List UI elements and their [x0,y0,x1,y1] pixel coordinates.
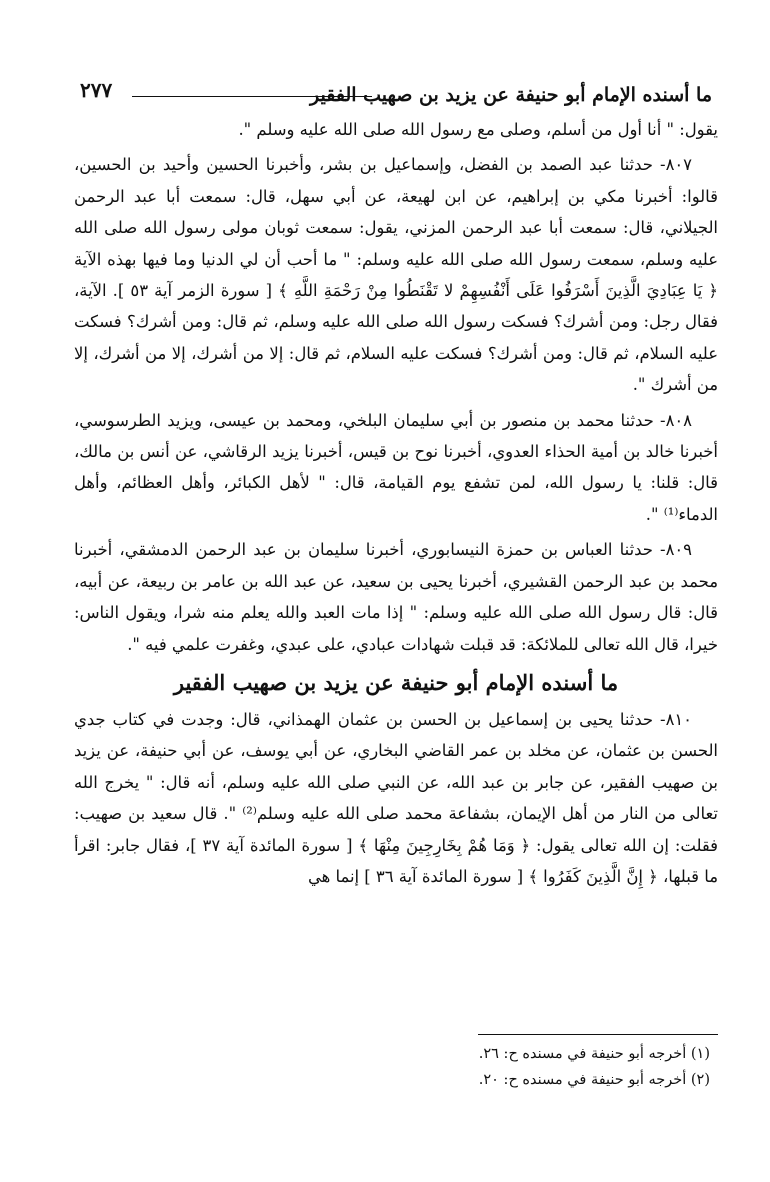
section-title: ما أسنده الإمام أبو حنيفة عن يزيد بن صهيب الفقير [173,669,619,695]
footnote-1: (١) أخرجه أبو حنيفة في مسنده ح: ٢٦. [478,1046,710,1062]
paragraph-hadith-807: ٨٠٧- حدثنا عبد الصمد بن الفضل، وإسماعيل بن بشر، وأخبرنا الحسين وأحيد بن الحسين، قالوا: أخبرنا مكي بن إبراهيم، عن ابن لهيعة، عن أبي سهل، قال: سمعت أبا عبد الرحمن الجيلاني، قال: سمعت أبا عبد الرحمن المزني، يقول: سمعت ثوبان مولى رسول الله صلى الله عليه وسلم، سمعت رسول الله صلى الله عليه وسلم: " ما أحب أن لي الدنيا وما فيها بهذه الآية ﴿ يَا عِبَادِيَ الَّذِينَ أَسْرَفُوا عَلَى أَنْفُسِهِمْ لا تَقْنَطُوا مِنْ رَحْمَةِ اللَّهِ ﴾ [ سورة الزمر آية ٥٣ ]. الآية، فقال رجل: ومن أشرك؟ فسكت رسول الله صلى الله عليه وسلم، ثم قال: ومن أشرك؟ فسكت عليه السلام، ثم قال: ومن أشرك؟ فسكت عليه السلام، ثم قال: إلا من أشرك، إلا من أشرك، إلا من أشرك ". [74,155,718,395]
paragraph-hadith-808: ٨٠٨- حدثنا محمد بن منصور بن أبي سليمان البلخي، ومحمد بن عيسى، ويزيد الطرسوسي، أخبرنا خالد بن أمية الحذاء العدوي، أخبرنا نوح بن قيس، أخبرنا يزيد الرقاشي، عن أنس بن مالك، قال: قلنا: يا رسول الله، لمن تشفع يوم القيامة، قال: " لأهل الكبائر، وأهل العظائم، وأهل الدماء⁽¹⁾ ". [74,410,718,524]
paragraph-continuation: يقول: " أنا أول من أسلم، وصلى مع رسول الله صلى الله عليه وسلم ". [238,120,718,139]
footnote-2: (٢) أخرجه أبو حنيفة في مسنده ح: ٢٠. [478,1072,710,1088]
running-title: ما أسنده الإمام أبو حنيفة عن يزيد بن صهيب الفقير [310,84,712,106]
header-rule [132,96,372,97]
page-body [74,114,718,896]
page-header [80,76,712,112]
footnote-rule [478,1034,718,1035]
paragraph-hadith-810: ٨١٠- حدثنا يحيى بن إسماعيل بن الحسن بن عثمان الهمذاني، قال: وجدت في كتاب جدي الحسن بن عثمان، عن مخلد بن عمر القاضي البخاري، عن أبي يوسف، عن أبي حنيفة، عن يزيد بن صهيب الفقير، عن جابر بن عبد الله، عن النبي صلى الله عليه وسلم، أنه قال: " يخرج الله تعالى من النار من أهل الإيمان، بشفاعة محمد صلى الله عليه وسلم⁽²⁾ ". قال سعيد بن صهيب: فقلت: إن الله تعالى يقول: ﴿ وَمَا هُمْ بِخَارِجِينَ مِنْهَا ﴾ [ سورة المائدة آية ٣٧ ]، فقال جابر: اقرأ ما قبلها، ﴿ إِنَّ الَّذِينَ كَفَرُوا ﴾ [ سورة المائدة آية ٣٦ ] إنما هي [74,709,718,886]
page-number: ٢٧٧ [80,78,113,102]
footnotes [74,1034,718,1093]
paragraph-hadith-809: ٨٠٩- حدثنا العباس بن حمزة النيسابوري، أخبرنا سليمان بن عبد الرحمن الدمشقي، أخبرنا محمد بن عبد الرحمن القشيري، أخبرنا يحيى بن سعيد، عن عبد الله بن عامر بن ربيعة، عن أبيه، قال: قال رسول الله صلى الله عليه وسلم: " إذا مات العبد والله يعلم منه شرا، ويقول الناس: خيرا، قال الله تعالى للملائكة: قد قبلت شهادات عبادي، على عبدي، وغفرت علمي فيه ". [74,540,718,654]
